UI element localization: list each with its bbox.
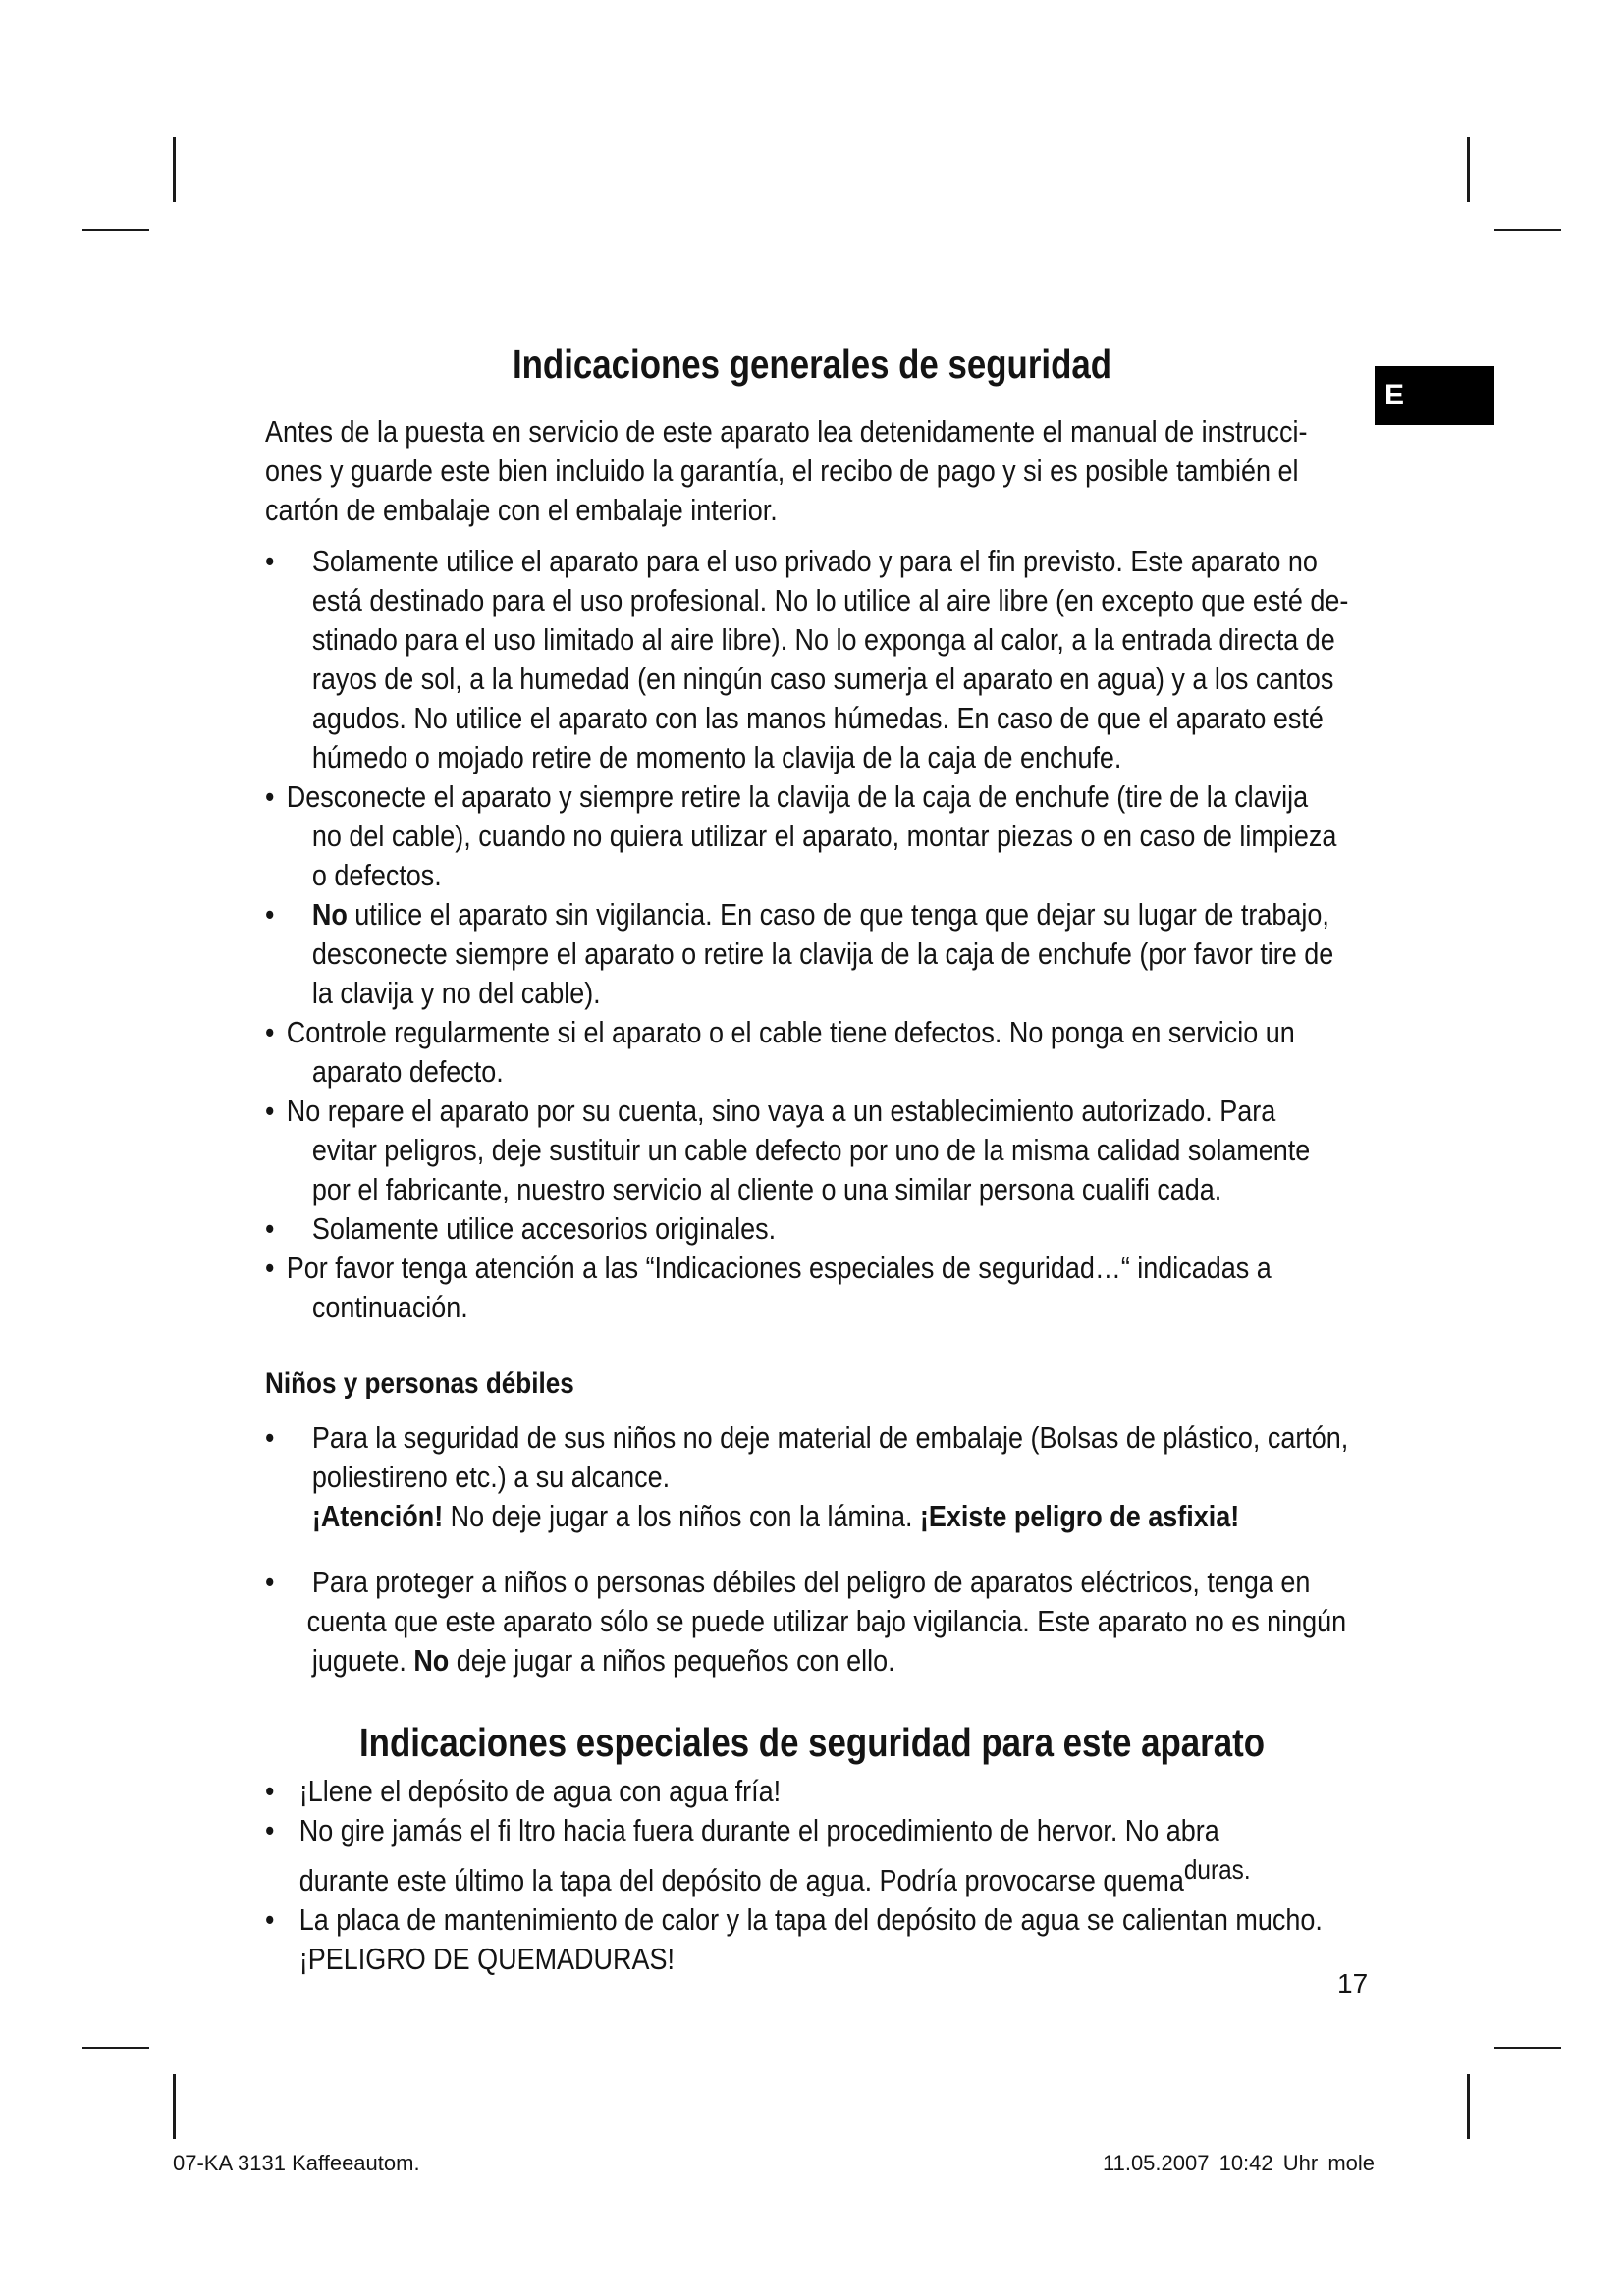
list-item	[265, 1811, 1341, 1900]
special-safety-list	[265, 1772, 1341, 1979]
list-item	[265, 1013, 1341, 1092]
list-item	[265, 542, 1349, 777]
list-item-line: no del cable), cuando no quiera utilizar el aparato, montar piezas o en caso de limpieza	[311, 819, 1337, 853]
bullet-icon: •	[265, 1565, 275, 1599]
bullet-icon: •	[265, 779, 275, 814]
list-item-line: Controle regularmente si el aparato o el cable tiene defectos. No ponga en servicio un	[286, 1015, 1295, 1049]
list-item-line: continuación.	[311, 1290, 468, 1324]
list-item-line: húmedo o mojado retire de momento la clavija de la caja de enchufe.	[311, 740, 1122, 774]
bullet-icon: •	[265, 1813, 275, 1847]
bullet-icon: •	[265, 1902, 275, 1937]
list-item-line: rayos de sol, a la humedad (en ningún caso sumerja el aparato en agua) y a los cantos	[311, 662, 1334, 696]
list-item-text: juguete.	[311, 1643, 414, 1678]
bullet-icon: •	[265, 1015, 275, 1049]
list-item	[265, 777, 1341, 895]
list-item-line: cuenta que este aparato sólo se puede utilizar bajo vigilancia. Este aparato no es ningún	[306, 1604, 1347, 1638]
crop-mark-bottom-right-vertical	[1467, 2074, 1470, 2139]
section-title-general-safety: Indicaciones generales de seguridad	[512, 342, 1112, 387]
footer-document-id: 07-KA 3131 Kaffeeautom.	[173, 2151, 420, 2175]
bullet-icon: •	[265, 544, 275, 578]
list-item-line: por el fabricante, nuestro servicio al cliente o una similar persona cualifi cada.	[311, 1172, 1222, 1206]
list-item-line: está destinado para el uso profesional. No lo utilice al aire libre (en excepto que esté de-	[311, 583, 1349, 617]
list-item-line: ¡Llene el depósito de agua con agua fría!	[298, 1774, 782, 1808]
crop-mark-bottom-right-horizontal	[1494, 2047, 1561, 2049]
list-item-text: durante este último la tapa del depósito de agua. Podría provocarse quema	[298, 1863, 1184, 1897]
list-item-line: No repare el aparato por su cuenta, sino vaya a un establecimiento autorizado. Para	[286, 1094, 1276, 1128]
list-item-line: poliestireno etc.) a su alcance.	[311, 1460, 671, 1494]
crop-mark-top-left-horizontal	[82, 229, 149, 231]
page-number: 17	[1337, 1968, 1369, 1999]
list-item-line: ¡PELIGRO DE QUEMADURAS!	[298, 1942, 675, 1976]
language-tab: E	[1375, 366, 1494, 425]
list-item-line	[312, 1641, 1341, 1681]
footer-timestamp: 11.05.2007 10:42 Uhr mole	[1103, 2151, 1375, 2175]
list-item-line: o defectos.	[311, 858, 442, 892]
bold-no: No	[413, 1643, 450, 1678]
subsection-title-children: Niños y personas débiles	[265, 1367, 574, 1400]
bullet-icon: •	[265, 1211, 275, 1246]
list-item-line: stinado para el uso limitado al aire libre). No lo exponga al calor, a la entrada directa de	[311, 622, 1335, 657]
list-item-line: Para la seguridad de sus niños no deje material de embalaje (Bolsas de plástico, cartón,	[311, 1420, 1349, 1455]
crop-mark-top-right-horizontal	[1494, 229, 1561, 231]
list-item-line	[312, 895, 1341, 934]
list-item-line: Para proteger a niños o personas débiles del peligro de aparatos eléctricos, tenga en	[311, 1565, 1311, 1599]
attention-text: No deje jugar a los niños con la lámina.	[443, 1499, 920, 1533]
attention-label: ¡Atención!	[311, 1499, 444, 1533]
list-item-text: deje jugar a niños pequeños con ello.	[449, 1643, 895, 1678]
bullet-icon: •	[265, 1420, 275, 1455]
crop-mark-top-left-vertical	[173, 137, 176, 202]
intro-line: ones y guarde este bien incluido la garantía, el recibo de pago y si es posible también el	[265, 454, 1299, 488]
children-list	[265, 1418, 1349, 1536]
bullet-icon: •	[265, 1251, 275, 1285]
list-item	[265, 1209, 1341, 1249]
intro-line: Antes de la puesta en servicio de este aparato lea detenidamente el manual de instrucci-	[265, 414, 1308, 449]
bullet-icon: •	[265, 1094, 275, 1128]
list-item-line: aparato defecto.	[311, 1054, 504, 1089]
bold-no: No	[311, 897, 348, 932]
list-item	[265, 1092, 1341, 1209]
list-item-line: agudos. No utilice el aparato con las manos húmedas. En caso de que el aparato esté	[311, 701, 1324, 735]
section-title-special-safety: Indicaciones especiales de seguridad para este aparato	[358, 1720, 1265, 1765]
list-item	[265, 1418, 1349, 1536]
danger-text: ¡Existe peligro de asfixia!	[919, 1499, 1240, 1533]
list-item	[265, 1772, 1341, 1811]
list-item	[265, 1900, 1341, 1979]
list-item	[265, 895, 1341, 1013]
children-list-2	[265, 1563, 1347, 1681]
bullet-icon: •	[265, 897, 275, 932]
list-item-line	[312, 1497, 1341, 1536]
list-item-line: Por favor tenga atención a las “Indicaciones especiales de seguridad…“ indicadas a	[286, 1251, 1272, 1285]
general-safety-list	[265, 542, 1349, 1327]
list-item	[265, 1249, 1341, 1327]
intro-line: cartón de embalaje con el embalaje interior.	[265, 493, 778, 527]
crop-mark-bottom-left-vertical	[173, 2074, 176, 2139]
list-item-line	[299, 1850, 1341, 1900]
intro-paragraph	[265, 412, 1308, 530]
crop-mark-top-right-vertical	[1467, 137, 1470, 202]
list-item-text: utilice el aparato sin vigilancia. En caso de que tenga que dejar su lugar de trabajo,	[347, 897, 1329, 932]
list-item	[265, 1563, 1347, 1681]
list-item-line: Desconecte el aparato y siempre retire la clavija de la caja de enchufe (tire de la clavija	[286, 779, 1309, 814]
list-item-line: desconecte siempre el aparato o retire la clavija de la caja de enchufe (por favor tire de	[311, 936, 1334, 971]
list-item-line: No gire jamás el fi ltro hacia fuera durante el procedimiento de hervor. No abra	[298, 1813, 1219, 1847]
list-item-line: Solamente utilice accesorios originales.	[311, 1211, 777, 1246]
crop-mark-bottom-left-horizontal	[82, 2047, 149, 2049]
raised-text: duras.	[1183, 1854, 1251, 1885]
bullet-icon: •	[265, 1774, 275, 1808]
list-item-line: Solamente utilice el aparato para el uso privado y para el fin previsto. Este aparato no	[311, 544, 1318, 578]
list-item-line: la clavija y no del cable).	[311, 976, 601, 1010]
list-item-line: La placa de mantenimiento de calor y la tapa del depósito de agua se calientan mucho.	[298, 1902, 1323, 1937]
list-item-line: evitar peligros, deje sustituir un cable defecto por uno de la misma calidad solamente	[311, 1133, 1311, 1167]
